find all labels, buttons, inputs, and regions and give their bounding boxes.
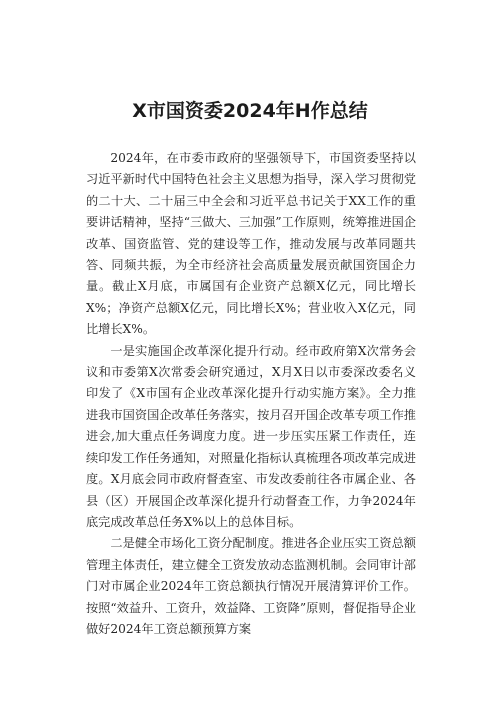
document-body <box>86 148 416 640</box>
paragraph-reform: 一是实施国企改革深化提升行动。经市政府第X次常务会议和市委第X次常委会研究通过，X月X日以市委深改委名义印发了《X市国有企业改革深化提升行动实施方案》。全力推进我市国资国企改革任务落实，按月召开国企改革专项工作推进会,加大重点任务调度力度。进一步压实压紧工作责任，连续印发工作任务通知，对照量化指标认真梳理各项改革完成进度。X月底会同市政府督查室、市发改委前往各市属企业、各县（区）开展国企改革深化提升行动督查工作，力争2024年底完成改革总任务X%以上的总体目标。 <box>86 343 416 529</box>
paragraph-overview: 2024年，在市委市政府的坚强领导下，市国资委坚持以习近平新时代中国特色社会主义思想为指导，深入学习贯彻党的二十大、二十届三中全会和习近平总书记关于XX工作的重要讲话精神，坚持“三做大、三加强”工作原则，统筹推进国企改革、国资监管、党的建设等工作，推动发展与改革同题共答、同频共振，为全市经济社会高质量发展贡献国资国企力量。截止X月底，市属国有企业资产总额X亿元，同比增长X%；净资产总额X亿元，同比增长X%；营业收入X亿元，同比增长X%。 <box>86 151 416 337</box>
paragraph-wages: 二是健全市场化工资分配制度。推进各企业压实工资总额管理主体责任，建立健全工资发放动态监测机制。会同审计部门对市属企业2024年工资总额执行情况开展清算评价工作。按照“效益升、工资升，效益降、工资降”原则，督促指导企业做好2024年工资总额预算方案 <box>86 536 416 636</box>
document-title: X市国资委2024年H作总结 <box>132 100 368 122</box>
